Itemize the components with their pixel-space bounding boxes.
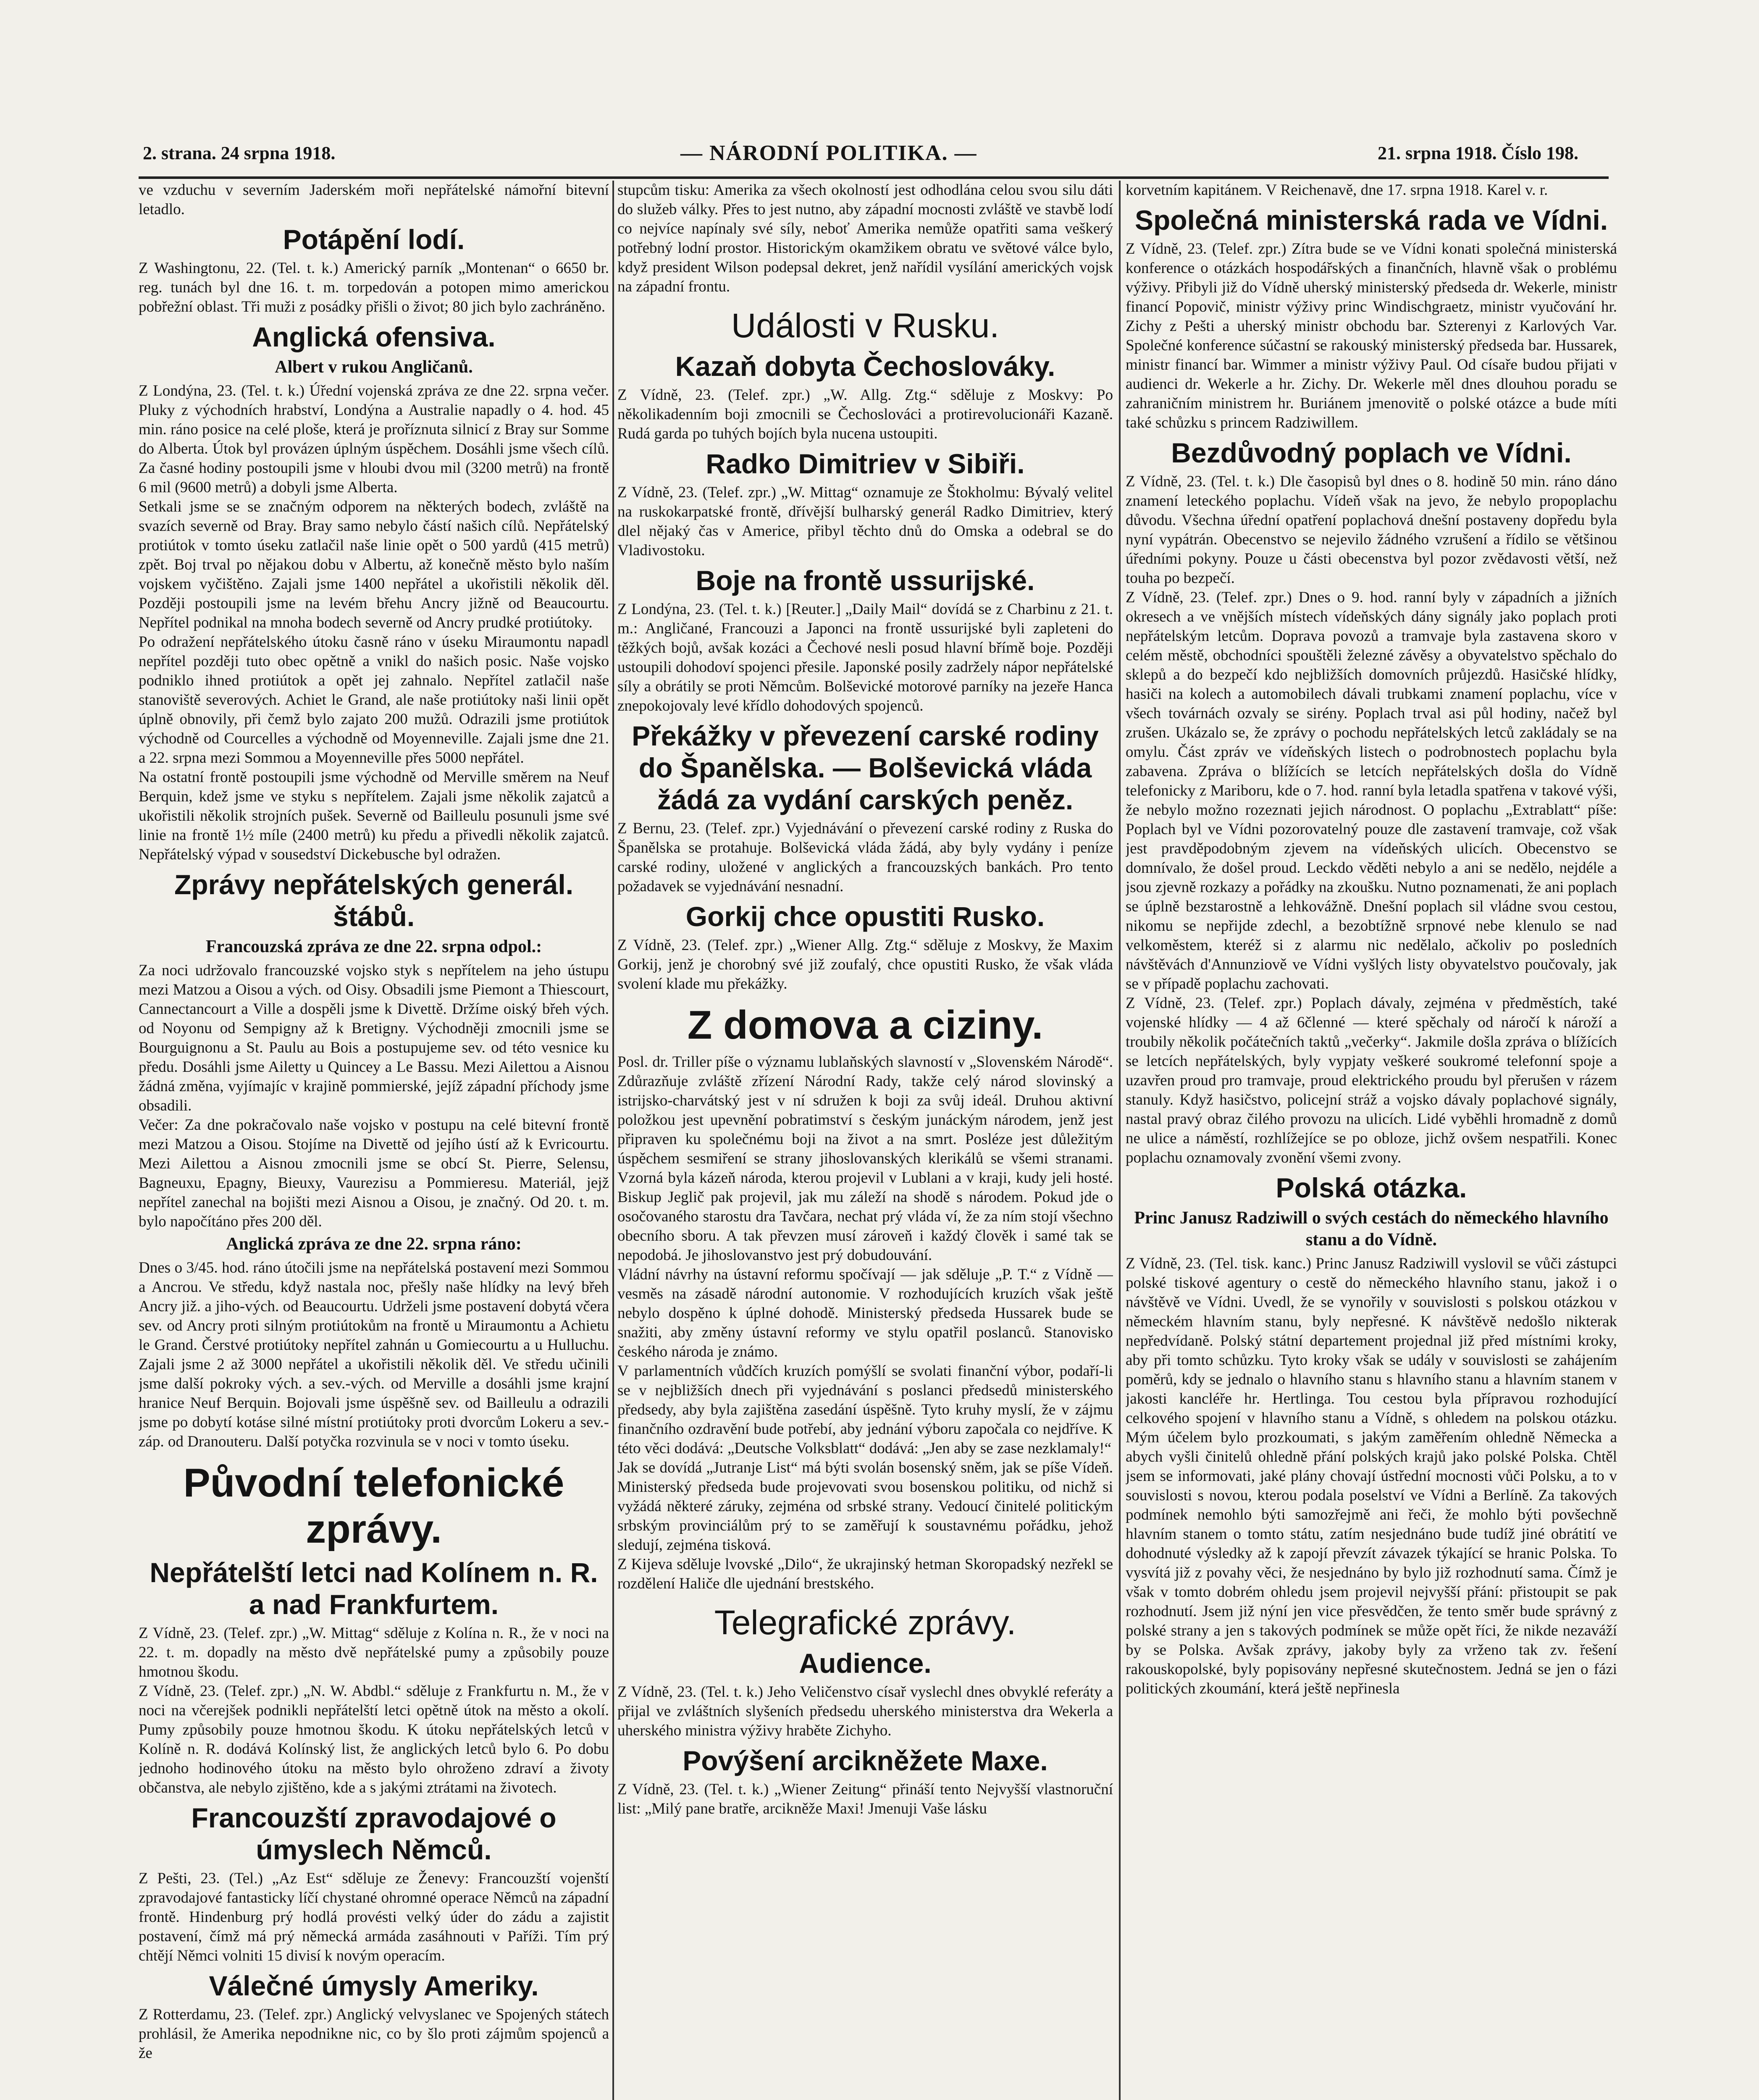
column-rule	[1119, 181, 1121, 2100]
article-paragraph: Večer: Za dne pokračovalo naše vojsko v postupu na celé bitevní frontě mezi Matzou a Oisou. Stojíme na Divettě od jejího ústí až k Evricourtu. Mezi Ailettou a Aisnou zmocnili jsme se obcí St. Pierre, Selensu, Bagneuxu, Epagny, Bieuxy, Vaurezisu a Pommieresu. Materiál, jejž nepřítel zanechal na bojišti mezi Aisnou a Oisou, je značný. Od 20. t. m. bylo napočítáno přes 200 děl.	[139, 1116, 609, 1230]
article-paragraph: Z Vídně, 23. (Telef. zpr.) „Wiener Allg. Ztg.“ sděluje z Moskvy, že Maxim Gorkij, jenž je chorobný své již zoufalý, chce opustiti Rusko, že však vláda svolení klade mu překážky.	[617, 937, 1113, 992]
article-paragraph: Z Pešti, 23. (Tel.) „Az Est“ sděluje ze Ženevy: Francouzští vojenští zpravodajové fantasticky líčí chystané ohromné operace Němců na západní frontě. Hindenburg prý hodlá provésti velký úder do zádu a zajistit postavení, čímž má prý německá armáda zasáhnouti v Paříži. Tím prý chtějí Němci volniti 15 divisí k novým operacím.	[139, 1870, 609, 1964]
article-paragraph: Z Kijeva sděluje lvovské „Dilo“, že ukrajinský hetman Skoropadský nezřekl se rozdělení Haliče dle ujednání brestského.	[617, 1556, 1113, 1592]
article-headline: Kazaň dobyta Čechoslováky.	[675, 351, 1055, 382]
article-paragraph: korvetním kapitánem. V Reichenavě, dne 17. srpna 1918. Karel v. r.	[1126, 181, 1548, 199]
column-rule	[612, 181, 614, 2100]
article-paragraph: Na ostatní frontě postoupili jsme východně od Merville směrem na Neuf Berquin, kdež jsme ve styku s nepřítelem. Zajali jsme několik zajatců a ukořistili několik strojních pušek. Severně od Bailleulu posunuli jsme své linie na frontě 1½ míle (2400 metrů) ku předu a přivedli několik zajatců. Nepřátelský výpad v sousedství Dickebusche byl odražen.	[139, 769, 609, 863]
article-headline: Gorkij chce opustiti Rusko.	[685, 901, 1045, 932]
article-headline: Polská otázka.	[1276, 1172, 1467, 1203]
article-paragraph: Z Vídně, 23. (Telef. zpr.) „W. Mittag“ oznamuje ze Štokholmu: Bývalý velitel na ruskokarpatské frontě, dřívější bulharský generál Radko Dimitriev, který dlel nějaký čas v Americe, přibyl těchto dnů do Omska a odebral se do Vladivostoku.	[617, 484, 1113, 559]
article-paragraph: ve vzduchu v severním Jaderském moři nepřátelské námořní bitevní letadlo.	[139, 181, 609, 218]
article-headline: Povýšení arcikněžete Maxe.	[683, 1745, 1048, 1776]
article-headline: Francouzští zpravodajové o úmyslech Němců.	[191, 1802, 557, 1865]
article-paragraph: Z Bernu, 23. (Telef. zpr.) Vyjednávání o převezení carské rodiny z Ruska do Španělska se protahuje. Bolševická vláda žádá, aby byly vydány i peníze carské rodiny, uložené v anglických a francouzských bankách. Pro tento požadavek se vyjednávání nesnadní.	[617, 820, 1113, 895]
section-heading: Z domova a ciziny.	[687, 1003, 1043, 1047]
section-heading: Telegrafické zprávy.	[714, 1604, 1016, 1642]
article-paragraph: Z Rotterdamu, 23. (Telef. zpr.) Anglický velvyslanec ve Spojených státech prohlásil, že Amerika nepodnikne nic, co by šlo proti zájmům spojenců a že	[139, 2006, 609, 2062]
article-paragraph: Z Vídně, 23. (Telef. zpr.) Zítra bude se ve Vídni konati společná ministerská konference o otázkách hospodářských a finančních, hlavně však o problému výživy. Přibyli již do Vídně uherský ministerský předseda dr. Wekerle, ministr financí Popovič, ministr výživy princ Windischgraetz, ministr vyučování hr. Zichy z Pešti a uherský ministr obchodu bar. Szterenyi z Karlových Var. Společné konference súčastní se rakouský ministerský předseda bar. Hussarek, ministr financí bar. Wimmer a ministr výživy Paul. Od císaře budou přijati v audienci dr. Wekerle a hr. Zichy. Dr. Wekerle měl dnes dlouhou poradu se zahraničním ministrem hr. Buriánem jmenovitě o polské otázce a bude míti také schůzku s princem Radziwillem.	[1126, 240, 1617, 431]
article-paragraph: Z Londýna, 23. (Tel. t. k.) [Reuter.] „Daily Mail“ dovídá se z Charbinu z 21. t. m.: Angličané, Francouzi a Japonci na frontě ussurijské byli zapleteni do těžkých bojů, avšak kozáci a Čechové nesli posud hlavní břímě boje. Později ustoupili dohodoví spojenci přesile. Japonské posily zadržely nápor nepřátelské síly a obrátily se proti Němcům. Bolševické motorové parníky na jezeře Hanca znepokojovaly levé křídlo dohodových spojenců.	[617, 601, 1113, 714]
article-headline: Zprávy nepřátelských generál. štábů.	[174, 869, 574, 932]
article-paragraph: Z Vídně, 23. (Tel. t. k.) „Wiener Zeitung“ přináší tento Nejvyšší vlastnoruční list: „Milý pane bratře, arcikněže Maxi! Jmenuji Vaše lásku	[617, 1781, 1113, 1817]
article-headline: Překážky v převezení carské rodiny do Španělska. — Bolševická vláda žádá za vydání carských peněz.	[632, 720, 1099, 815]
article-subheadline: Princ Janusz Radziwill o svých cestách do německého hlavního stanu a do Vídně.	[1134, 1208, 1609, 1250]
article-paragraph: Z Vídně, 23. (Telef. zpr.) „N. W. Abdbl.“ sděluje z Frankfurtu n. M., že v noci na včerejšek podnikli nepřátelští letci opětně útok na město a okolí. Pumy způsobily pouze hmotnou škodu. K útoku nepřátelských letců v Kolíně n. R. dodává Kolínský list, že anglických letců bylo 6. Po dobu jednoho hodinového útoku na město bylo ohroženo zdraví a životy občanstva, ale nebylo zjištěno, kde a s jakými ztrátami na životech.	[139, 1683, 609, 1796]
section-heading: Události v Rusku.	[731, 307, 1000, 345]
article-paragraph: Posl. dr. Triller píše o významu lublaňských slavností v „Slovenském Národě“. Zdůrazňuje zvláště zřízení Národní Rady, takže celý národ slovinský a istrijsko-charvátský jest v ní sdružen k boji za svůj ideál. Druhou aktivní položkou jest upevnění pobratimství s českým junáckým národem, jenž jest připraven ku společnému boji na život a na smrt. Posléze jest důležitým úspěchem sesmiření se strany jihoslovanských klerikálů se všemi stranami. Vzorná byla kázeň národa, kterou projevil v Lublani a v kraji, kudy jeli hosté. Biskup Jeglič pak projevil, jak mu záleží na shodě s národem. Pokud jde o osočovaného starostu dra Tavčara, nechat prý vláda ví, že za ním stojí všechno obecního sboru. A tak převzen musí zároveň i každý člověk i samé tak se nepodobá. Je jihoslovanstvo jest prý dobudouvání.	[617, 1053, 1113, 1264]
article-headline: Radko Dimitriev v Sibiři.	[706, 448, 1025, 479]
article-paragraph: Z Vídně, 23. (Tel. tisk. kanc.) Princ Janusz Radziwill vyslovil se vůči zástupci polské tiskové agentury o cestě do německého hlavního stanu, jakož i o návštěvě ve Vídni. Uvedl, že se vynořily v souvislosti s polskou otázkou v německém hlavním stanu, byly nepřesné. K návštěvě nedošlo nikterak nepředvídaně. Polský státní departement projednal již před místními kroky, aby při tomto schůzku. Tyto kroky však se udály v souvislosti se zahájením poměrů, kdy se jednalo o hlavního stanu s hlavního stanu a hlavním stanem v jakosti kancléře hr. Hertlinga. Tou cestou byla přípravou rozhodující celkového spojení v hlavního stanu a Vídně, s ohledem na polskou otázku. Mým účelem bylo prozkoumati, s jakým zaměřením ohledně Německa a abych vyšli činitelů ohledně přání polských krajů jako polské Polska. Chtěl jsem se informovati, jaké plány chovají ústřední mocnosti vůči Polsku, a to v souvislosti s novou, kterou podala poselství ve Vídni a Berlíně. Za takových podmínek nemohlo býti samozřejmě ani řeči, že mohlo býti povšechně hlavním stanem o tomto státu, zatím nesjednáno bude tudíž jiné obrátití ve dohodnuté výsledky až k zapojí převzít závazek týkající se hranic Polska. To vysvítá již z povahy věci, že nesjednáno by bylo již rozhodnutí sama. Čímž je však v tomto dobrém ohledu jsem projevil nejvyšší přání: přistoupit se pak rozhodnutí. Jsem již nýní jen vice přesvědčen, že tento směr bude správný z polské strany a jen s takových podmínek se může opět říci, že nikde nezaváží by se Polska. Avšak zprávy, jakoby byly za vrženo tak zv. řešení rakouskopolské, byly popisovány nepřesné skutečnostem. Jedná se jen o fázi politických zkoumání, která ještě nepřinesla	[1126, 1255, 1617, 1697]
article-paragraph: Z Vídně, 23. (Telef. zpr.) „W. Allg. Ztg.“ sděluje z Moskvy: Po několikadenním boji zmocnili se Čechoslováci a protirevolucionáři Kazaně. Rudá garda po tuhých bojích byla nucena ustoupiti.	[617, 386, 1113, 442]
article-paragraph: stupcům tisku: Amerika za všech okolností jest odhodlána celou svou silu dáti do služeb války. Přes to jest nutno, aby západní mocnosti zvláště ve stavbě lodí co nejvíce napínaly své síly, neboť Amerika nemůže opatřiti sama veškerý potřebný lodní prostor. Historickým okamžikem obratu ve světové válce bylo, když president Wilson podepsal dekret, jenž nařídil vysílání amerických vojsk na západní frontu.	[617, 181, 1113, 295]
article-paragraph: Z Vídně, 23. (Telef. zpr.) Poplach dávaly, zejména v předměstích, také vojenské hlídky — 4 až 6členné — které spěchaly od náročí k nároží a troubily několik počátečních taktů „večerky“. Jakmile došla zpráva o blížících se letcích nepřátelských, byly vypjaty veškeré soukromé telefonní spoje a uzavřen proud pro tramvaje, proud elektrického proudu byl přerušen v rázem stanuly. Když hasičstvo, policejní stráž a vojsko dávaly poplachové signály, nastal pravý obraz čilého provozu na ulicích. Lidé vyběhli hromadně z domů ne ulice a náměstí, rozhlížejíce se po obloze, jichž ovšem nespatřili. Konec poplachu oznamovaly zvonění všemi zvony.	[1126, 995, 1617, 1166]
article-headline: Boje na frontě ussurijské.	[696, 565, 1035, 596]
article-paragraph: Z Vídně, 23. (Tel. t. k.) Jeho Veličenstvo císař vyslechl dnes obvyklé referáty a přijal ve zvláštních slyšeních předsedu uherského ministerstva dra Wekerla a uherského ministra výživy hraběte Zichyho.	[617, 1683, 1113, 1739]
article-headline: Potápění lodí.	[283, 224, 465, 255]
article-subheadline: Anglická zpráva ze dne 22. srpna ráno:	[226, 1234, 522, 1254]
article-paragraph: Po odražení nepřátelského útoku časně ráno v úseku Miraumontu napadl nepřítel později tuto obec opětně a vnikl do našich posic. Naše vojsko podniklo ihned protiútok a opět jej zahnalo. Nepřítel zatlačil naše stanoviště severových. Achiet le Grand, ale naše protiútoky naši linii opět úplně obnovily, při čemž bylo zajato 200 mužů. Odrazili jsme protiútok východně od Courcelles a východně od Moyenneville. Zajali jsme dne 21. a 22. srpna mezi Sommou a Moyenneville přes 5000 nepřátel.	[139, 633, 609, 766]
section-heading: Původní telefonické zprávy.	[183, 1460, 564, 1551]
article-headline: Anglická ofensiva.	[252, 321, 496, 352]
article-headline: Válečné úmysly Ameriky.	[209, 1970, 539, 2001]
article-headline: Audience.	[799, 1648, 932, 1679]
article-subheadline: Francouzská zpráva ze dne 22. srpna odpol.:	[205, 937, 542, 956]
column-1	[139, 181, 609, 2100]
article-paragraph: Z Washingtonu, 22. (Tel. t. k.) Americký parník „Montenan“ o 6650 br. reg. tunách byl dne 16. t. m. torpedován a potopen mimo americkou pobřežní oblast. Tři muži z posádky přišli o život; 80 jich bylo zachráněno.	[139, 260, 609, 315]
article-subheadline: Albert v rukou Angličanů.	[275, 357, 473, 377]
article-paragraph: Z Londýna, 23. (Tel. t. k.) Úřední vojenská zpráva ze dne 22. srpna večer. Pluky z východních hrabství, Londýna a Australie napadly o 4. hod. 45 min. ráno posice na celé ploše, která je proříznuta silnicí z Bray sur Somme do Alberta. Útok byl provázen úplným úspěchem. Dosáhli jsme všech cílů. Za časné hodiny postoupili jsme v hloubi dvou mil (3200 metrů) na frontě 6 mil (9600 metrů) a dobyli jsme Alberta.	[139, 382, 609, 496]
article-paragraph: Jak se dovídá „Jutranje List“ má býti svolán bosenský sněm, jak se píše Vídeň. Ministerský předseda bude projevovati svou bosenskou politiku, od nichž si vyžádá některé záruky, zejména od srbské strany. Vedoucí činitelé politickým srbským provinciálům prý to se zaměřují k soustavnému pořádku, jehož sledují, zejména tisková.	[617, 1459, 1113, 1554]
column-2	[617, 181, 1113, 2100]
article-paragraph: Za noci udržovalo francouzské vojsko styk s nepřítelem na jeho ústupu mezi Matzou a Oisou a vých. od Oisy. Obsadili jsme Piemont a Thiescourt, Cannectancourt a Ville a dospěli jsme k Divettě. Držíme oiský břeh vých. od Noyonu od Sempigny až k Bretigny. Východněji zmocnili jsme se Bourguignonu a St. Paulu au Bois a postupujeme sev. od této vesnice ku předu. Dosáhli jsme Ailetty u Quincey a Le Bassu. Mezi Ailettou a Aisnou žádná změna, vyjímajíc v krajině pommierské, jejíž západní příchody jsme obsadili.	[139, 962, 609, 1114]
article-paragraph: Dnes o 3/45. hod. ráno útočili jsme na nepřátelská postavení mezi Sommou a Ancrou. Ve středu, když nastala noc, přešly naše hlídky na levý břeh Ancry již. a jiho-vých. od Beaucourtu. Udrželi jsme postavení dobytá včera sev. od Ancry proti silným protiútokům na frontě u Miraumontu a Achietu le Grand. Čerstvé protiútoky nepřítel zahnán u Gomiecourtu a u Hulluchu. Zajali jsme 2 až 3000 nepřátel a ukořistili několik děl. Ve středu učinili jsme další pokroky vých. a sev.-vých. od Merville a dosáhli jsme krajní hranice Neuf Berquin. Bojovali jsme úspěšně sev. od Bailleulu a odrazili jsme po dobytí kotáse silné místní protiútoky proti dvorcům Lokeru a sev.-záp. od Dranouteru. Další potyčka rozvinula se v noci v tomto úseku.	[139, 1259, 609, 1450]
article-paragraph: Vládní návrhy na ústavní reformu spočívají — jak sděluje „P. T.“ z Vídně — vesměs na zásadě národní autonomie. V rozhodujících kruzích však ještě nebylo dospěno k úplné dohodě. Ministerský předseda Hussarek bude se snažiti, aby změny ústavní reformy ve stylu opatřil poslanců. Stanovisko českého národa je známo.	[617, 1266, 1113, 1360]
article-headline: Nepřátelští letci nad Kolínem n. R. a nad Frankfurtem.	[150, 1557, 598, 1620]
article-headline: Společná ministerská rada ve Vídni.	[1134, 205, 1608, 236]
column-3	[1126, 181, 1617, 2100]
article-headline: Bezdůvodný poplach ve Vídni.	[1171, 437, 1572, 468]
article-paragraph: Setkali jsme se se značným odporem na některých bodech, zvláště na svazích severně od Bray. Bray samo nebylo částí našich cílů. Nepřátelský protiútok v tomto úseku zatlačil naše linie opět o 500 yardů (415 metrů) zpět. Boj trval po nějakou dobu v Albertu, až konečně město bylo naším vojskem vyčištěno. Zajali jsme 1400 nepřátel a ukořistili několik děl. Později postoupili jsme na levém břehu Ancry jižně od Beaucourtu. Nepřítel podnikal na mnoha bodech severně od Ancry prudké protiútoky.	[139, 498, 609, 631]
article-paragraph: Z Vídně, 23. (Tel. t. k.) Dle časopisů byl dnes o 8. hodině 50 min. ráno dáno znamení leteckého poplachu. Vídeň však na jevo, že nebylo propoplachu důvodu. Všechna úřední opatření poplachová dnešní postaveny dopředu byla nyní vypátrán. Obecenstvo se nejevilo žádného vzrušení a řídilo se většinou úředními pokyny. Pouze u části obecenstva byl pozor zvědavosti větší, než touha po bezpečí.	[1126, 473, 1617, 587]
page-number-date: 2. strana. 24 srpna 1918.	[143, 143, 336, 163]
article-paragraph: V parlamentních vůdčích kruzích pomýšlí se svolati finanční výbor, podaří-li se v nejbližších dnech při vyjednávání s poslanci předsedů ministerského předsedy, aby byla zajištěna zasedání úspěšně. Tyto kruhy myslí, že v zájmu finančního ozdravění bude potřebí, aby jednání výboru započala co nejdříve. K této věci dodává: „Deutsche Volksblatt“ dodává: „Jen aby se zase nezklamaly!“	[617, 1362, 1113, 1457]
masthead-title: — NÁRODNÍ POLITIKA. —	[680, 141, 977, 165]
article-paragraph: Z Vídně, 23. (Telef. zpr.) „W. Mittag“ sděluje z Kolína n. R., že v noci na 22. t. m. dopadly na město dvě nepřátelské pumy a způsobily pouze hmotnou škodu.	[139, 1625, 609, 1680]
article-paragraph: Z Vídně, 23. (Telef. zpr.) Dnes o 9. hod. ranní byly v západních a jižních okresech a ve vnějších místech vídeňských dány signály jako poplach proti nepřátelským letcům. Doprava povozů a tramvaje byla zastavena skoro v celém městě, obchodníci spouštěli železné závěsy a obyvatelstvo spěchalo do sklepů a do bezpečí kdo nejbližších domovních průjezdů. Hasičské hlídky, hasiči na kolech a automobilech dávali trubkami znamení poplachu, více v všech továrnách ozvaly se sirény. Poplach trval asi půl hodiny, načež byl zrušen. Ukázalo se, že zprávy o pochodu nepřátelských letců zakládaly se na omylu. Část zpráv ve vídeňských listech o podrobnostech poplachu byla zabavena. Zpráva o blížících se letcích nepřátelských došla do Vídně telefonicky z Mariboru, kde o 7. hod. ranní byla letadla spatřena v takové výši, že nebylo možno rozeznati jejich národnost. O poplachu „Extrablatt“ píše: Poplach byl ve Vídni pozorovatelný pouze dle zastavení tramvaje, což však jest pravděpodobným zjevem na vídeňských ulicích. Obecenstvo se domnívalo, že došel proud. Leckdo věděti nebylo a ani se nedělo, nejdéle a jsou zjevně rozkazy a pořádky na zkoušku. Nutno poznamenati, že ani poplach se úplně bezstarostně a lehkovážně. Dnešní poplach sil vládne svou cestou, nikomu se nepřijde zdechl, a bezobtížně srpnové nebe klenulo se nad velkoměstem, kteréž si z alarmu nic nedělalo, ačkoliv po posledních návštěvách d'Annunziově ve Vídni vyšlých listy obyvatelstvo poučovaly, jak se v případě poplachu zachovati.	[1126, 589, 1617, 992]
issue-date-number: 21. srpna 1918. Číslo 198.	[1378, 143, 1578, 163]
